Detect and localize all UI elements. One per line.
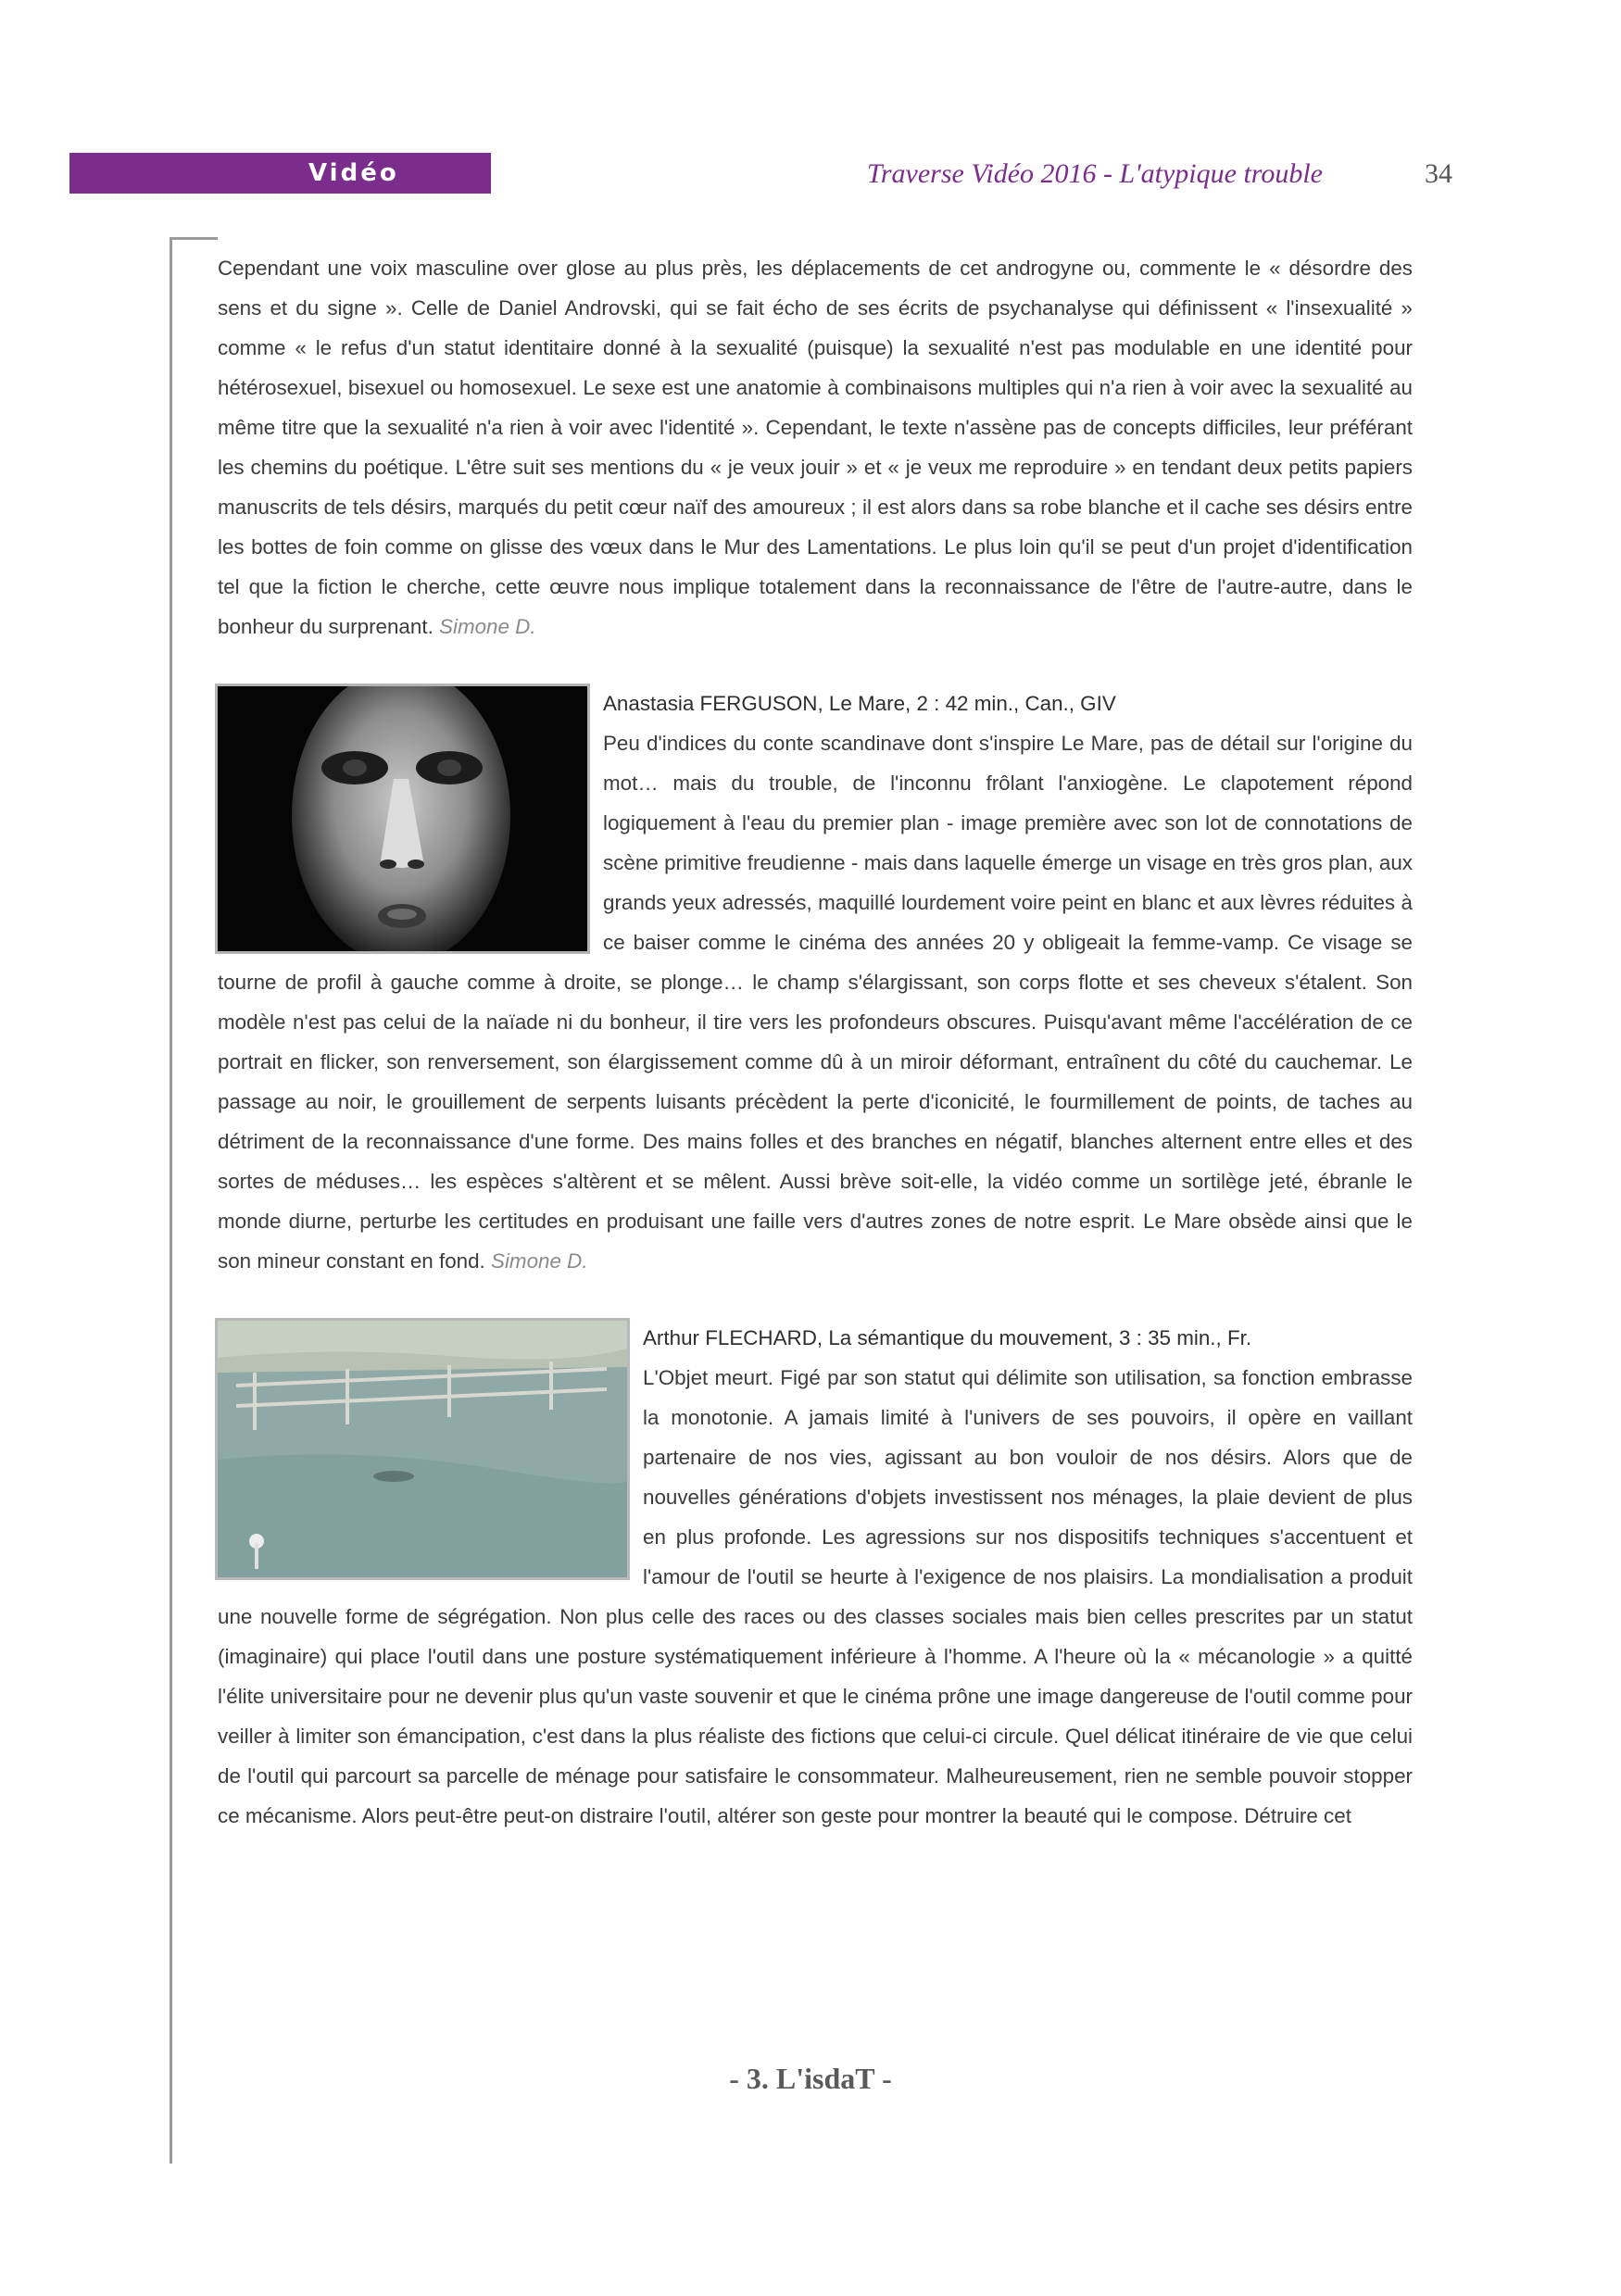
page-number: 34 xyxy=(1425,158,1452,189)
margin-rule xyxy=(170,237,172,2164)
margin-rule-top xyxy=(170,237,218,240)
running-title: Traverse Vidéo 2016 - L'atypique trouble xyxy=(866,158,1323,189)
intro-signature: Simone D. xyxy=(439,615,536,638)
section-tag xyxy=(69,153,491,194)
review-body: L'Objet meurt. Figé par son statut qui délimite son utilisation, sa fonction embrasse la monotonie. A jamais limité à l'univers de ses pouvoirs, il opère en vaillant partenaire de nos vies, agissant au bon vouloir de nos désirs. Alors que de nouvelles générations d'objets investissent nos ménages, la plaie devient de plus en plus profonde. Les agressions sur nos dispositifs techniques s'accentuent et l'amour de l'outil se heurte à l'exigence de nos plaisirs. La mondialisation a produit une nouvelle forme de ségrégation. Non plus celle des races ou des classes sociales mais bien celles prescrites par un statut (imaginaire) qui place l'outil dans une posture systématiquement inférieure à l'homme. A l'heure où la « mécanologie » a quitté l'élite universitaire pour ne devenir plus qu'un vaste souvenir et que le cinéma prône une image dangereuse de l'outil comme pour veiller à limiter son émancipation, c'est dans la plus réaliste des fictions que celui-ci circule. Quel délicat itinéraire de vie que celui de l'outil qui parcourt sa parcelle de ménage pour satisfaire le consommateur. Malheureusement, rien ne semble pouvoir stopper ce mécanisme. Alors peut-être peut-on distraire l'outil, altérer son geste pour montrer la beauté qui le compose. Détruire cet xyxy=(218,1366,1413,1827)
review-body: Peu d'indices du conte scandinave dont s'inspire Le Mare, pas de détail sur l'origine du mot… mais du trouble, de l'inconnu frôlant l'anxiogène. Le clapotement répond logiquement à l'eau du premier plan - image première avec son lot de connotations de scène primitive freudienne - mais dans laquelle émerge un visage en très gros plan, aux grands yeux adressés, maquillé lourdement voire peint en blanc et aux lèvres réduites à ce baiser comme le cinéma des années 20 y obligeait la femme-vamp. Ce visage se tourne de profil à gauche comme à droite, se plonge… le champ s'élargissant, son corps flotte et ses cheveux s'étalent. Son modèle n'est pas celui de la naïade ni du bonheur, il tire vers les profondeurs obscures. Puisqu'avant même l'accélération de ce portrait en flicker, son renversement, son élargissement comme dû à un miroir déformant, entraînent du côté du cauchemar. Le passage au noir, le grouillement de serpents luisants précèdent la perte d'iconicité, le fourmillement de points, de taches au détriment de la reconnaissance d'une forme. Des mains folles et des branches en négatif, blanches alternent entre elles et des sortes de méduses… les espèces s'altèrent et se mêlent. Aussi brève soit-elle, la vidéo comme un sortilège jeté, ébranle le monde diurne, perturbe les certitudes en produisant une faille vers d'autres zones de notre esprit. Le Mare obsède ainsi que le son mineur constant en fond. xyxy=(218,732,1413,1273)
section-label: Vidéo xyxy=(308,159,399,187)
intro-text: Cependant une voix masculine over glose au plus près, les déplacements de cet androgyne ou, commente le « désordre des sens et du signe ». Celle de Daniel Androvski, qui se fait écho de ses écrits de psychanalyse qui définissent « l'insexualité » comme « le refus d'un statut identitaire donné à la sexualité (puisque) la sexualité n'est pas modulable en une identité pour hétérosexuel, bisexuel ou homosexuel. Le sexe est une anatomie à combinaisons multiples qui n'a rien à voir avec la sexualité au même titre que la sexualité n'a rien à voir avec l'identité ». Cependant, le texte n'assène pas de concepts difficiles, leur préférant les chemins du poétique. L'être suit ses mentions du « je veux jouir » et « je veux me reproduire » en tendant deux petits papiers manuscrits de tels désirs, marqués du petit cœur naïf des amoureux ; il est alors dans sa robe blanche et il cache ses désirs entre les bottes de foin comme on glisse des vœux dans le Mur des Lamentations. Le plus loin qu'il se peut d'un projet d'identification tel que la fiction le cherche, cette œuvre nous implique totalement dans la reconnaissance de l'être de l'autre-autre, dans le bonheur du surprenant. xyxy=(218,257,1413,638)
landscape-still-graphic xyxy=(218,1321,627,1577)
review-heading: Arthur FLECHARD, La sémantique du mouvement, 3 : 35 min., Fr. xyxy=(643,1326,1252,1349)
still-image-face xyxy=(215,684,590,954)
intro-paragraph xyxy=(218,248,1413,646)
review-heading: Anastasia FERGUSON, Le Mare, 2 : 42 min., Can., GIV xyxy=(603,692,1116,715)
still-image-landscape xyxy=(215,1318,630,1580)
review-flechard xyxy=(218,1318,1413,1836)
face-still-graphic xyxy=(218,686,587,951)
review-signature: Simone D. xyxy=(491,1249,588,1273)
article-column xyxy=(218,248,1413,1836)
page-footer: - 3. L'isdaT - xyxy=(729,2062,892,2095)
review-ferguson xyxy=(218,684,1413,1281)
